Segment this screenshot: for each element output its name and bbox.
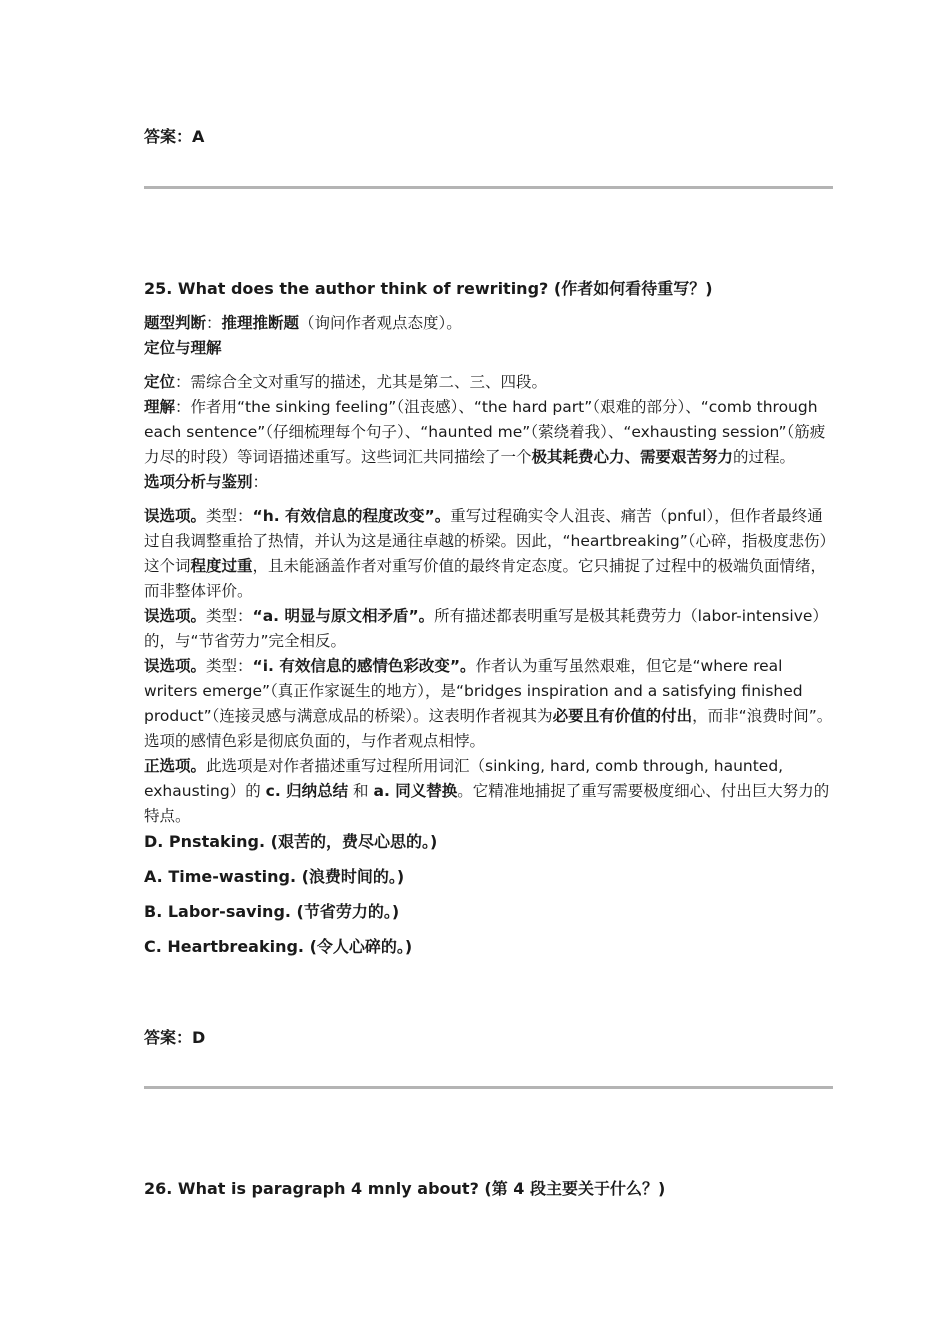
divider — [144, 186, 833, 189]
analysis-header: 选项分析与鉴别： — [144, 473, 269, 491]
previous-answer: 答案：A — [144, 127, 205, 146]
type-judgement: 题型判断：推理推断题（询问作者观点态度）。 — [144, 314, 462, 332]
option-b: B. Labor-saving. (节省劳力的。) — [144, 902, 400, 921]
question-25-title: 25. What does the author think of rewriting? (作者如何看待重写？) — [144, 279, 713, 298]
locate-header: 定位与理解 — [144, 339, 222, 357]
analysis-option-b: 误选项。类型：“a. 明显与原文相矛盾”。所有描述都表明重写是极其耗费劳力（labor-intensive）的，与“节省劳力”完全相反。 — [144, 607, 828, 650]
question-26-title: 26. What is paragraph 4 mnly about? (第 4 段主要关于什么？) — [144, 1179, 666, 1198]
analysis-option-d: 正选项。此选项是对作者描述重写过程所用词汇（sinking, hard, comb through, haunted, exhausting）的 c. 归纳总结 和 a. 同义替换。它精准地捕捉了重写需要极度细心、付出巨大努力的特点。 — [144, 757, 830, 825]
option-d: D. Pnstaking. (艰苦的，费尽心思的。) — [144, 832, 438, 851]
option-a: A. Time-wasting. (浪费时间的。) — [144, 867, 405, 886]
question-25-answer: 答案：D — [144, 1028, 206, 1047]
locate-paragraph: 定位：需综合全文对重写的描述，尤其是第二、三、四段。 — [144, 373, 548, 391]
analysis-option-a: 误选项。类型：“i. 有效信息的感情色彩改变”。作者认为重写虽然艰难，但它是“where real writers emerge”（真正作家诞生的地方），是“bridges inspiration and a satisfying finished product”（连接灵感与满意成品的桥梁）。这表明作者视其为必要且有价值的付出，而非“浪费时间”。选项的感情色彩是彻底负面的，与作者观点相悖。 — [144, 657, 833, 750]
understand-paragraph: 理解：作者用“the sinking feeling”（沮丧感）、“the hard part”（艰难的部分）、“comb through each sentence”（仔细梳理每个句子）、“haunted me”（萦绕着我）、“exhausting session”（筋疲力尽的时段）等词语描述重写。这些词汇共同描绘了一个极其耗费心力、需要艰苦努力的过程。 — [144, 398, 826, 466]
divider — [144, 1086, 833, 1089]
question-25-explanation — [144, 311, 834, 959]
analysis-option-c: 误选项。类型：“h. 有效信息的程度改变”。重写过程确实令人沮丧、痛苦（pnful），但作者最终通过自我调整重拾了热情，并认为这是通往卓越的桥梁。因此，“heartbreaking”（心碎，指极度悲伤）这个词程度过重，且未能涵盖作者对重写价值的最终肯定态度。它只捕捉了过程中的极端负面情绪，而非整体评价。 — [144, 507, 828, 600]
option-c: C. Heartbreaking. (令人心碎的。) — [144, 937, 413, 956]
